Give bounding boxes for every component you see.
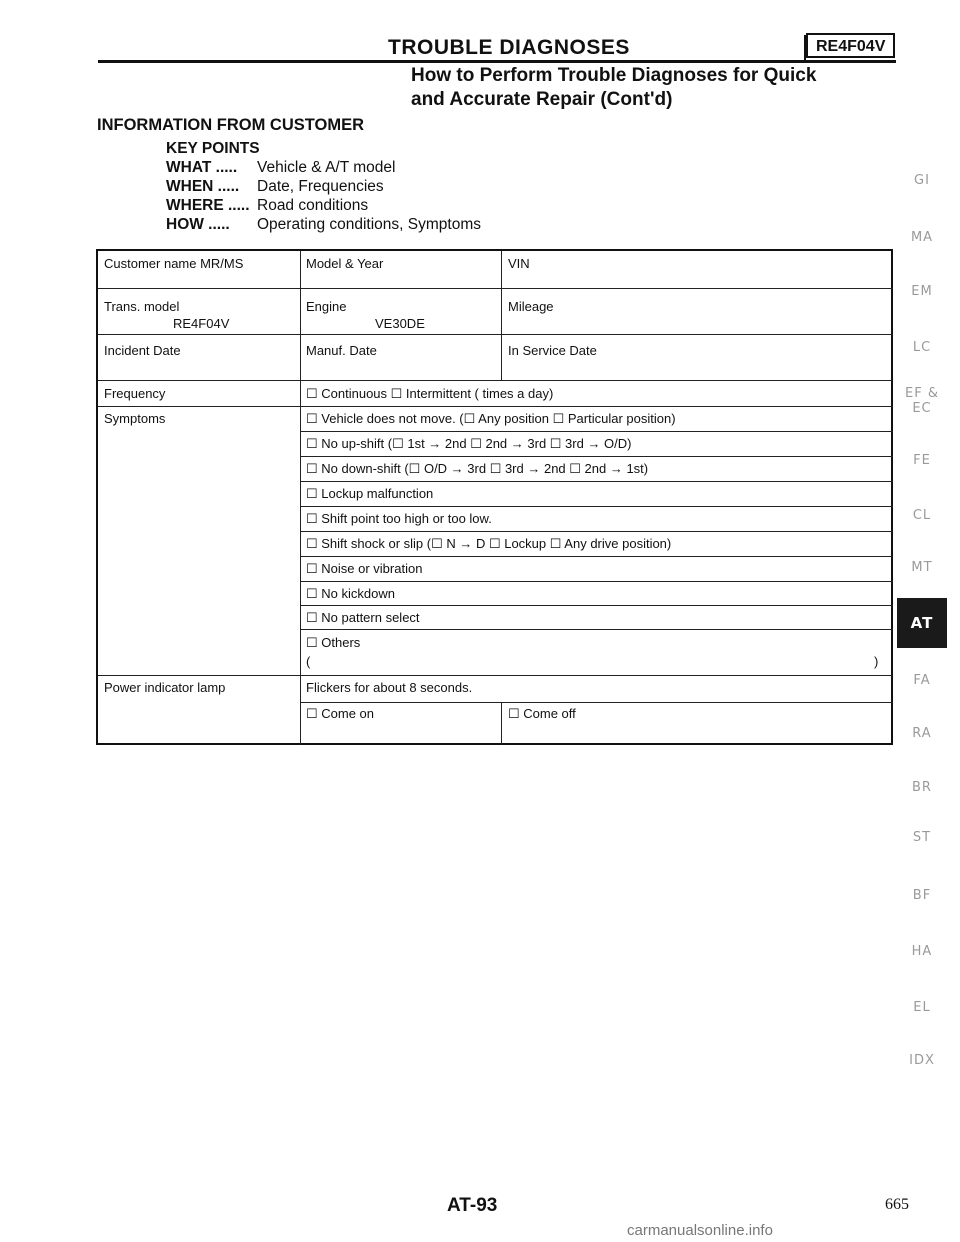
- key-point-label: WHERE .....: [166, 197, 250, 214]
- key-points: [166, 139, 481, 234]
- side-index-st[interactable]: ST: [912, 830, 932, 845]
- row-divider: [98, 675, 893, 676]
- side-index-gi[interactable]: GI: [914, 173, 930, 188]
- page-subtitle: [411, 64, 816, 112]
- row-divider: [300, 702, 893, 703]
- page-reference: AT-93: [447, 1195, 498, 1216]
- row-divider: [98, 380, 893, 381]
- row-divider: [300, 531, 893, 532]
- side-index-ra[interactable]: RA: [912, 726, 932, 741]
- row-divider: [300, 431, 893, 432]
- key-points-heading: KEY POINTS: [166, 140, 260, 157]
- section-heading: INFORMATION FROM CUSTOMER: [97, 116, 365, 134]
- subtitle-line-1: How to Perform Trouble Diagnoses for Quick: [411, 65, 817, 86]
- row-divider: [300, 456, 893, 457]
- key-point-when: [166, 177, 481, 196]
- vin-label: VIN: [508, 256, 530, 271]
- key-point-label: WHEN .....: [166, 178, 240, 195]
- page-title: TROUBLE DIAGNOSES: [388, 36, 630, 59]
- key-point-value: Date, Frequencies: [257, 178, 384, 195]
- side-index-mt[interactable]: MT: [911, 560, 933, 575]
- manuf-date-label: Manuf. Date: [306, 343, 377, 358]
- symptom-item: ☐ No pattern select: [306, 610, 420, 625]
- page-number: 665: [885, 1196, 909, 1213]
- customer-info-form: [96, 249, 893, 745]
- watermark: carmanualsonline.info: [627, 1222, 773, 1239]
- model-badge: RE4F04V: [806, 33, 895, 58]
- side-index-fe[interactable]: FE: [913, 453, 931, 468]
- engine-value: VE30DE: [375, 316, 425, 331]
- trans-model-value: RE4F04V: [173, 316, 230, 331]
- key-point-value: Road conditions: [257, 197, 369, 214]
- symptom-item: ☐ No up-shift (☐ 1st → 2nd ☐ 2nd → 3rd ☐ 3rd → O/D): [306, 436, 632, 451]
- row-divider: [300, 506, 893, 507]
- side-index-cl[interactable]: CL: [912, 508, 932, 523]
- symptom-item: ☐ No kickdown: [306, 586, 395, 601]
- header-rule: [98, 60, 896, 63]
- row-divider: [300, 605, 893, 606]
- in-service-date-label: In Service Date: [508, 343, 597, 358]
- side-index-bf[interactable]: BF: [912, 888, 932, 903]
- row-divider: [300, 481, 893, 482]
- come-off-option: ☐ Come off: [508, 706, 576, 721]
- key-point-where: [166, 196, 481, 215]
- symptom-item: ☐ Others: [306, 635, 361, 650]
- power-indicator-label: Power indicator lamp: [104, 680, 226, 695]
- others-close-paren: ): [874, 654, 879, 669]
- row-divider: [98, 406, 893, 407]
- column-divider: [501, 251, 502, 380]
- frequency-label: Frequency: [104, 386, 166, 401]
- side-index-ha[interactable]: HA: [911, 944, 933, 959]
- symptom-item: ☐ Vehicle does not move. (☐ Any position ☐ Particular position): [306, 411, 676, 426]
- symptom-item: ☐ No down-shift (☐ O/D → 3rd ☐ 3rd → 2nd ☐ 2nd → 1st): [306, 461, 649, 476]
- row-divider: [98, 288, 893, 289]
- incident-date-label: Incident Date: [104, 343, 181, 358]
- key-point-label: WHAT .....: [166, 159, 238, 176]
- symptom-item: ☐ Shift shock or slip (☐ N → D ☐ Lockup ☐ Any drive position): [306, 536, 672, 551]
- key-point-value: Operating conditions, Symptoms: [257, 216, 481, 233]
- row-divider: [98, 334, 893, 335]
- mileage-label: Mileage: [508, 299, 554, 314]
- side-index-ma[interactable]: MA: [910, 230, 934, 245]
- engine-label: Engine: [306, 299, 347, 314]
- flickers-text: Flickers for about 8 seconds.: [306, 680, 473, 695]
- customer-name-label: Customer name MR/MS: [104, 256, 244, 271]
- side-index-fa[interactable]: FA: [913, 673, 931, 688]
- row-divider: [300, 629, 893, 630]
- key-point-label: HOW .....: [166, 216, 230, 233]
- side-index-at-active[interactable]: AT: [897, 598, 947, 648]
- side-index-el[interactable]: EL: [913, 1000, 931, 1015]
- side-index-ef-ec[interactable]: EF & EC: [905, 386, 939, 416]
- key-point-value: Vehicle & A/T model: [257, 159, 396, 176]
- symptom-item: ☐ Noise or vibration: [306, 561, 423, 576]
- model-year-label: Model & Year: [306, 256, 384, 271]
- side-index-em[interactable]: EM: [911, 284, 933, 299]
- frequency-options: ☐ Continuous ☐ Intermittent ( times a day): [306, 386, 554, 401]
- row-divider: [300, 581, 893, 582]
- symptoms-label: Symptoms: [104, 411, 166, 426]
- side-index-lc[interactable]: LC: [912, 340, 932, 355]
- column-divider: [501, 703, 502, 745]
- symptom-item: ☐ Shift point too high or too low.: [306, 511, 492, 526]
- key-point-what: [166, 158, 481, 177]
- key-point-how: [166, 215, 481, 234]
- row-divider: [300, 556, 893, 557]
- others-open-paren: (: [306, 654, 311, 669]
- subtitle-line-2: and Accurate Repair (Cont'd): [411, 89, 673, 110]
- come-on-option: ☐ Come on: [306, 706, 375, 721]
- trans-model-label: Trans. model: [104, 299, 180, 314]
- column-divider: [300, 251, 301, 745]
- symptom-item: ☐ Lockup malfunction: [306, 486, 434, 501]
- side-index-br[interactable]: BR: [912, 780, 932, 795]
- side-index-idx[interactable]: IDX: [909, 1053, 935, 1068]
